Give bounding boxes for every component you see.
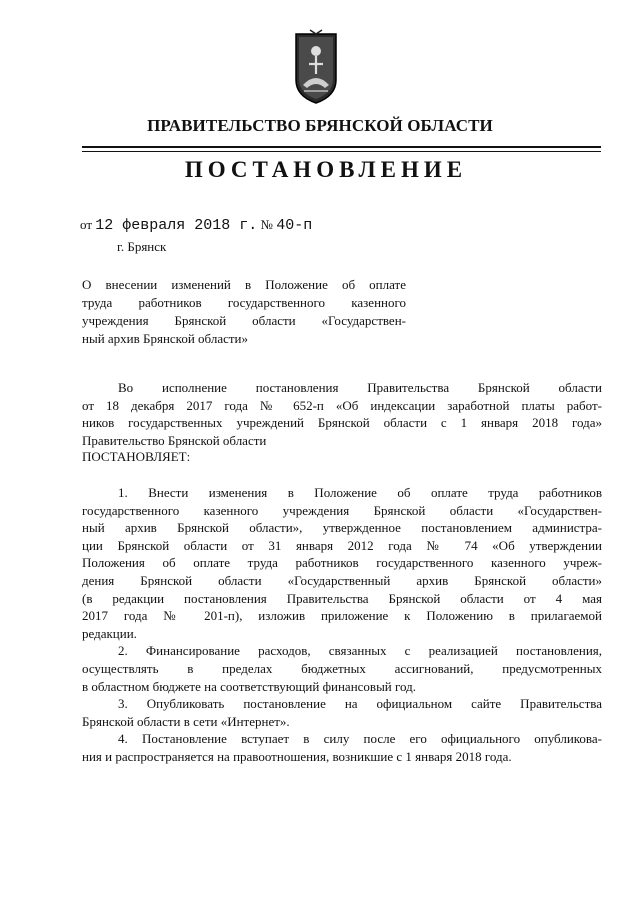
document-date: 12 февраля 2018 г. <box>95 217 258 234</box>
document-type-title: ПОСТАНОВЛЕНИЕ <box>184 157 468 182</box>
item-1-line: ции Брянской области от 31 января 2012 года № 74 «Об утверждении <box>82 537 602 553</box>
decree-word: ПОСТАНОВЛЯЕТ: <box>82 449 191 464</box>
item-2-line: в областном бюджете на соответствующий финансовый год. <box>82 678 417 694</box>
item-1-line: Положения об оплате труда работников государственного казенного учреж- <box>82 555 602 571</box>
city: г. Брянск <box>117 239 167 254</box>
preamble-line: Во исполнение постановления Правительства Брянской области <box>118 380 602 395</box>
preamble-line: ников государственных учреждений Брянской области с 1 января 2018 года» <box>82 415 602 431</box>
item-1-line: 2017 года № 201-п), изложив приложение к Положению в прилагаемой <box>82 608 602 624</box>
subject-line: труда работников государственного казенного <box>82 295 406 310</box>
item-1-line: (в редакции постановления Правительства Брянской области от 4 мая <box>82 590 602 606</box>
item-2-line: осуществлять в пределах бюджетных ассигнований, предусмотренных <box>82 660 602 676</box>
item-3-line: 3. Опубликовать постановление на официальном сайте Правительства <box>118 696 602 712</box>
item-1-line: дения Брянской области «Государственный архив Брянской области» <box>82 572 602 588</box>
date-prefix: от <box>80 217 93 232</box>
subject-line: ный архив Брянской области» <box>82 331 249 346</box>
preamble-line: Правительство Брянской области <box>82 432 267 448</box>
government-title: ПРАВИТЕЛЬСТВО БРЯНСКОЙ ОБЛАСТИ <box>147 116 493 135</box>
header-rule-thin <box>82 151 601 152</box>
preamble-paragraph <box>82 379 602 449</box>
decree-items <box>82 484 602 766</box>
item-4-line: ния и распространяется на правоотношения, возникшие с 1 января 2018 года. <box>82 748 512 764</box>
item-1-line: государственного казенного учреждения Брянской области «Государствен- <box>82 502 602 518</box>
item-3-line: Брянской области в сети «Интернет». <box>82 713 290 729</box>
preamble-line: от 18 декабря 2017 года № 652-п «Об индексации заработной платы работ- <box>82 397 602 413</box>
item-1-line: 1. Внести изменения в Положение об оплате труда работников <box>118 485 602 500</box>
coat-of-arms-icon <box>290 28 342 106</box>
header-rule-thick <box>82 146 601 148</box>
document-number: 40-п <box>276 217 313 234</box>
item-1-line: ный архив Брянской области», утвержденное постановлением администра- <box>82 520 602 536</box>
subject-line: учреждения Брянской области «Государствен- <box>82 313 406 328</box>
document-subject <box>82 276 406 348</box>
number-sign: № <box>260 217 273 232</box>
date-number-line <box>80 217 312 234</box>
item-4-line: 4. Постановление вступает в силу после его официального опубликова- <box>118 731 602 747</box>
item-2-line: 2. Финансирование расходов, связанных с реализацией постановления, <box>118 643 602 659</box>
item-1-line: редакции. <box>82 625 137 641</box>
subject-line: О внесении изменений в Положение об оплате <box>82 277 406 292</box>
